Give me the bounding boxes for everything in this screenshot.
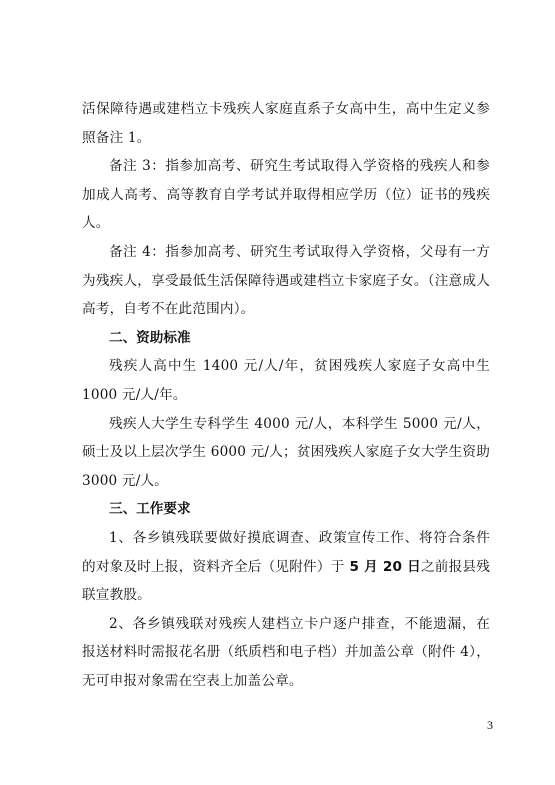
paragraph-high-school-standard: 残疾人高中生 1400 元/人/年，贫困残疾人家庭子女高中生 1000 元/人/年。 — [82, 358, 490, 403]
deadline-date: 5 月 20 日 — [344, 558, 421, 575]
paragraph-university-standard: 残疾人大学生专科学生 4000 元/人，本科学生 5000 元/人，硕士及以上层次学生 6000 元/人；贫困残疾人家庭子女大学生资助 3000 元/人。 — [82, 415, 490, 489]
section-heading-funding-standard: 二、资助标准 — [109, 329, 191, 346]
paragraph-note-3: 备注 3：指参加高考、研究生考试取得入学资格的残疾人和参加成人高考、高等教育自学考试并取得相应学历（位）证书的残疾人。 — [82, 158, 490, 232]
requirement-1-text-after: 之前报县残联宣教股。 — [82, 558, 490, 604]
paragraph-requirement-2: 2、各乡镇残联对残疾人建档立卡户逐户排查，不能遗漏，在报送材料时需报花名册（纸质档和电子档）并加盖公章（附件 4），无可申报对象需在空表上加盖公章。 — [82, 615, 490, 689]
paragraph-note-4: 备注 4：指参加高考、研究生考试取得入学资格，父母有一方为残疾人，享受最低生活保障待遇或建档立卡家庭子女。（注意成人高考，自考不在此范围内）。 — [82, 243, 490, 318]
section-heading-work-requirements: 三、工作要求 — [109, 501, 191, 518]
page-number: 3 — [487, 718, 493, 732]
paragraph-continuation: 活保障待遇或建档立卡残疾人家庭直系子女高中生，高中生定义参照备注 1。 — [82, 101, 490, 146]
requirement-1-text-before: 1、各乡镇残联要做好摸底调查、政策宣传工作、将符合条件的对象及时上报，资料齐全后（见附件）于 — [82, 529, 490, 575]
paragraph-requirement-1 — [82, 524, 490, 610]
document-body — [82, 95, 490, 695]
